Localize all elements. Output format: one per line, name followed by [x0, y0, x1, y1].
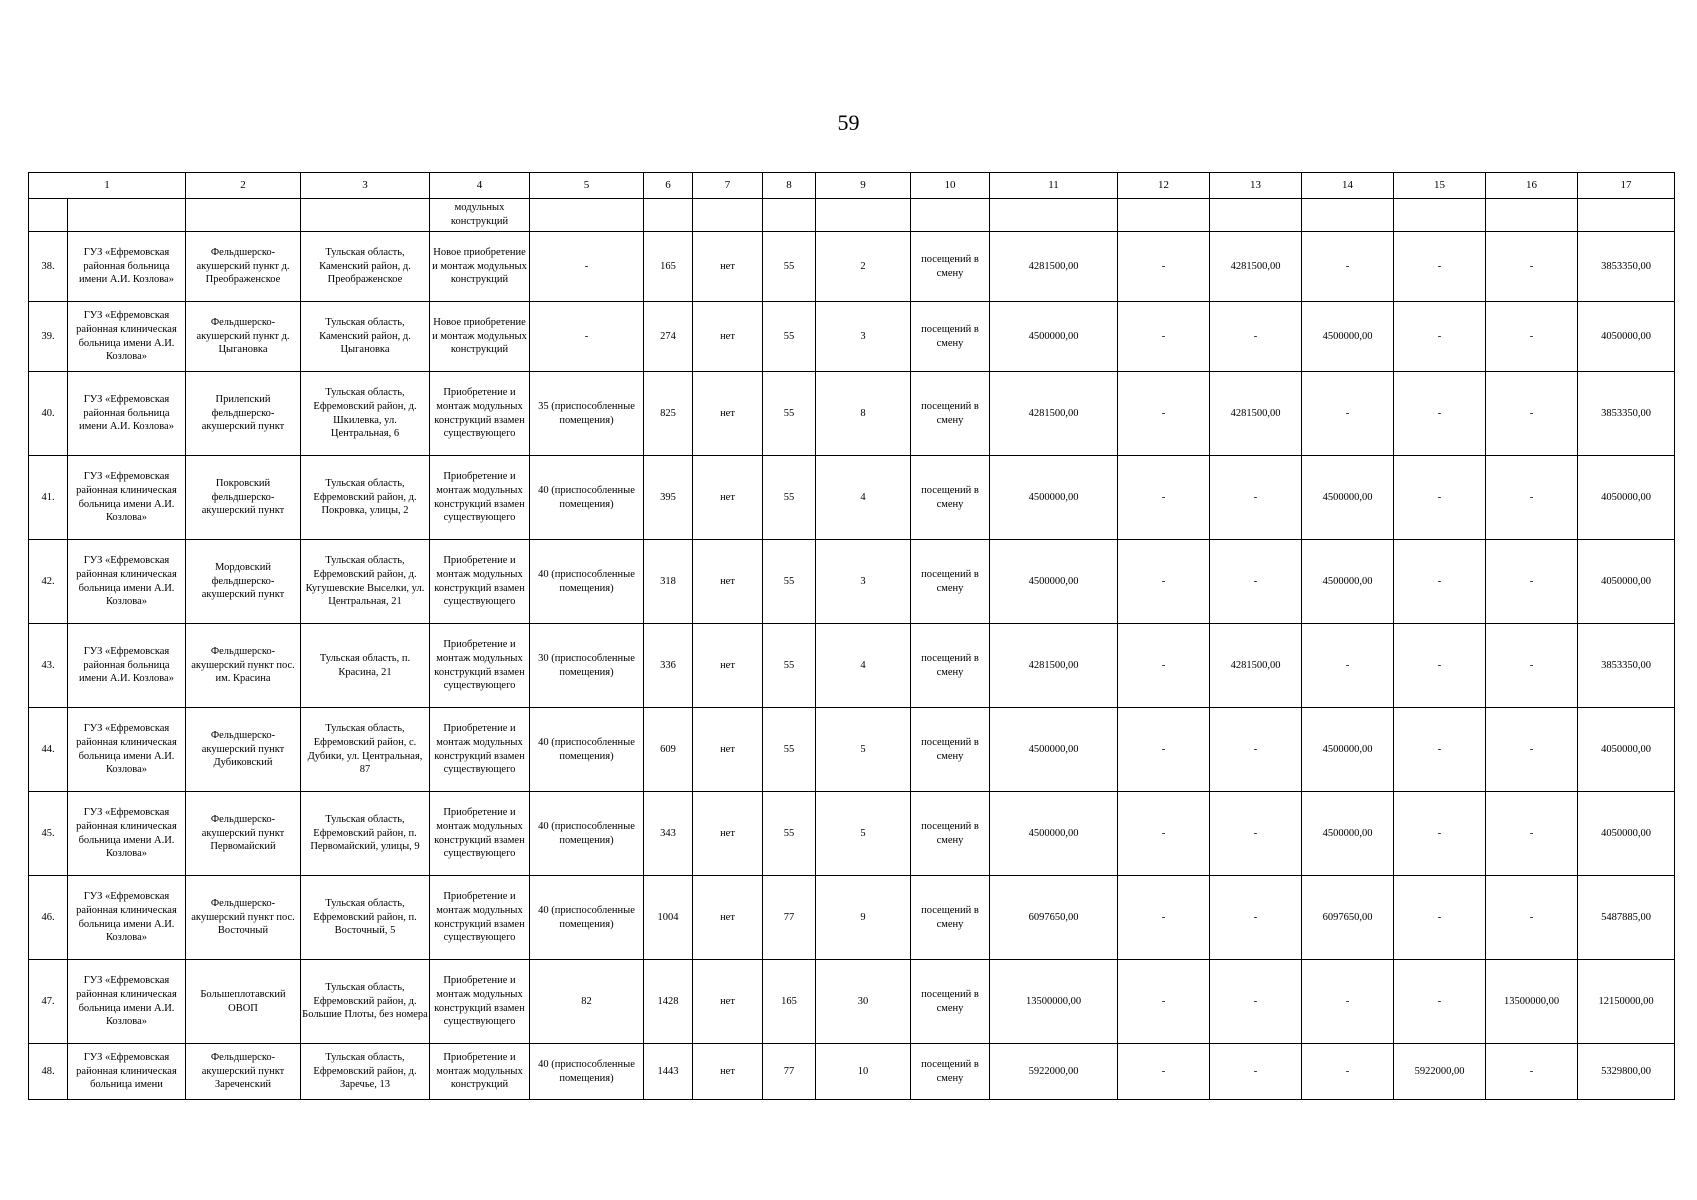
- capacity-cell: 2: [816, 232, 911, 302]
- organization-cell: ГУЗ «Ефремовская районная клиническая больница имени А.И. Козлова»: [68, 792, 186, 876]
- year-cost-cell: 4500000,00: [1302, 708, 1394, 792]
- total-cost-cell: 13500000,00: [990, 960, 1118, 1044]
- year-cost-cell: 4500000,00: [1302, 302, 1394, 372]
- area-cell: 55: [763, 540, 816, 624]
- year-cost-cell: -: [1302, 372, 1394, 456]
- year-cost-cell: -: [1118, 708, 1210, 792]
- reserve-cell: нет: [693, 302, 763, 372]
- organization-cell: ГУЗ «Ефремовская районная больница имени А.И. Козлова»: [68, 372, 186, 456]
- header-cell: 8: [763, 173, 816, 199]
- area-cell: 55: [763, 372, 816, 456]
- year-cost-cell: -: [1486, 372, 1578, 456]
- year-cost-cell: -: [1394, 302, 1486, 372]
- address-cell: Тульская область, Каменский район, д. Преображенское: [301, 232, 430, 302]
- table-row: [29, 1044, 1675, 1100]
- reserve-cell: нет: [693, 792, 763, 876]
- work-type-cell: Приобретение и монтаж модульных конструкций взамен существующего: [430, 792, 530, 876]
- year-cost-cell: -: [1302, 624, 1394, 708]
- reserve-cell: нет: [693, 624, 763, 708]
- reserve-cell: нет: [693, 876, 763, 960]
- total-cost-cell: 4281500,00: [990, 232, 1118, 302]
- header-cell: 2: [186, 173, 301, 199]
- row-number: 45.: [29, 792, 68, 876]
- table-row: [29, 232, 1675, 302]
- organization-cell: ГУЗ «Ефремовская районная больница имени А.И. Козлова»: [68, 624, 186, 708]
- row-number: 46.: [29, 876, 68, 960]
- work-type-cell: Приобретение и монтаж модульных конструкций: [430, 1044, 530, 1100]
- address-cell: Тульская область, Ефремовский район, п. Первомайский, улицы, 9: [301, 792, 430, 876]
- facility-name-cell: Фельдшерско-акушерский пункт пос. Восточный: [186, 876, 301, 960]
- year-cost-cell: -: [1302, 960, 1394, 1044]
- row-number: 43.: [29, 624, 68, 708]
- year-cost-cell: -: [1394, 876, 1486, 960]
- federal-funds-cell: 4050000,00: [1578, 456, 1675, 540]
- row-number: 48.: [29, 1044, 68, 1100]
- row-number: 42.: [29, 540, 68, 624]
- header-cell: 6: [644, 173, 693, 199]
- reserve-cell: нет: [693, 456, 763, 540]
- reserve-cell: нет: [693, 540, 763, 624]
- total-cost-cell: 4281500,00: [990, 624, 1118, 708]
- area-cell: 77: [763, 1044, 816, 1100]
- header-cell: 17: [1578, 173, 1675, 199]
- facilities-table: [28, 172, 1675, 1100]
- work-type-cell: Приобретение и монтаж модульных конструкций взамен существующего: [430, 708, 530, 792]
- facility-name-cell: Фельдшерско-акушерский пункт Дубиковский: [186, 708, 301, 792]
- federal-funds-cell: 5329800,00: [1578, 1044, 1675, 1100]
- capacity-cell: 10: [816, 1044, 911, 1100]
- organization-cell: ГУЗ «Ефремовская районная больница имени А.И. Козлова»: [68, 232, 186, 302]
- organization-cell: ГУЗ «Ефремовская районная клиническая больница имени А.И. Козлова»: [68, 540, 186, 624]
- year-cost-cell: 4281500,00: [1210, 372, 1302, 456]
- address-cell: Тульская область, Ефремовский район, д. Покровка, улицы, 2: [301, 456, 430, 540]
- year-cost-cell: -: [1394, 708, 1486, 792]
- address-cell: Тульская область, Ефремовский район, с. Дубики, ул. Центральная, 87: [301, 708, 430, 792]
- organization-cell: ГУЗ «Ефремовская районная клиническая больница имени А.И. Козлова»: [68, 960, 186, 1044]
- year-cost-cell: -: [1210, 792, 1302, 876]
- reserve-cell: нет: [693, 708, 763, 792]
- federal-funds-cell: 3853350,00: [1578, 372, 1675, 456]
- page-number: 59: [837, 110, 860, 135]
- facility-name-cell: Фельдшерско-акушерский пункт Первомайский: [186, 792, 301, 876]
- year-cost-cell: -: [1302, 1044, 1394, 1100]
- facility-name-cell: Мордовский фельдшерско-акушерский пункт: [186, 540, 301, 624]
- capacity-cell: 4: [816, 456, 911, 540]
- table-row: [29, 792, 1675, 876]
- header-cell: 14: [1302, 173, 1394, 199]
- row-number: 38.: [29, 232, 68, 302]
- area-cell: 55: [763, 456, 816, 540]
- population-cell: 825: [644, 372, 693, 456]
- year-cost-cell: 4500000,00: [1302, 456, 1394, 540]
- table-row: [29, 876, 1675, 960]
- year-cost-cell: -: [1486, 708, 1578, 792]
- reserve-cell: нет: [693, 232, 763, 302]
- year-cost-cell: -: [1394, 232, 1486, 302]
- header-cell: 12: [1118, 173, 1210, 199]
- capacity-unit-cell: посещений в смену: [911, 624, 990, 708]
- continuation-cell: модульных конструкций: [430, 199, 530, 232]
- year-cost-cell: -: [1118, 302, 1210, 372]
- organization-cell: ГУЗ «Ефремовская районная клиническая больница имени А.И. Козлова»: [68, 876, 186, 960]
- header-cell: 4: [430, 173, 530, 199]
- year-cost-cell: -: [1394, 372, 1486, 456]
- row-number: 47.: [29, 960, 68, 1044]
- facility-name-cell: Фельдшерско-акушерский пункт д. Преображенское: [186, 232, 301, 302]
- address-cell: Тульская область, Ефремовский район, п. Восточный, 5: [301, 876, 430, 960]
- facility-name-cell: Прилепский фельдшерско-акушерский пункт: [186, 372, 301, 456]
- capacity-unit-cell: посещений в смену: [911, 792, 990, 876]
- organization-cell: ГУЗ «Ефремовская районная клиническая больница имени: [68, 1044, 186, 1100]
- area-cell: 55: [763, 708, 816, 792]
- capacity-cell: 9: [816, 876, 911, 960]
- organization-cell: ГУЗ «Ефремовская районная клиническая больница имени А.И. Козлова»: [68, 302, 186, 372]
- row-number: 39.: [29, 302, 68, 372]
- work-type-cell: Приобретение и монтаж модульных конструкций взамен существующего: [430, 876, 530, 960]
- capacity-unit-cell: посещений в смену: [911, 372, 990, 456]
- existing-capacity-cell: 40 (приспособленные помещения): [530, 540, 644, 624]
- year-cost-cell: 6097650,00: [1302, 876, 1394, 960]
- area-cell: 165: [763, 960, 816, 1044]
- existing-capacity-cell: 40 (приспособленные помещения): [530, 1044, 644, 1100]
- header-cell: 11: [990, 173, 1118, 199]
- year-cost-cell: -: [1210, 456, 1302, 540]
- capacity-unit-cell: посещений в смену: [911, 708, 990, 792]
- capacity-unit-cell: посещений в смену: [911, 456, 990, 540]
- work-type-cell: Новое приобретение и монтаж модульных конструкций: [430, 232, 530, 302]
- header-cell: 3: [301, 173, 430, 199]
- capacity-unit-cell: посещений в смену: [911, 232, 990, 302]
- table-row: [29, 624, 1675, 708]
- facility-name-cell: Покровский фельдшерско-акушерский пункт: [186, 456, 301, 540]
- population-cell: 318: [644, 540, 693, 624]
- row-number: 40.: [29, 372, 68, 456]
- population-cell: 165: [644, 232, 693, 302]
- population-cell: 1443: [644, 1044, 693, 1100]
- facility-name-cell: Фельдшерско-акушерский пункт д. Цыгановка: [186, 302, 301, 372]
- total-cost-cell: 4500000,00: [990, 708, 1118, 792]
- year-cost-cell: -: [1210, 876, 1302, 960]
- year-cost-cell: -: [1486, 232, 1578, 302]
- year-cost-cell: -: [1486, 540, 1578, 624]
- continuation-row: [29, 199, 1675, 232]
- year-cost-cell: -: [1302, 232, 1394, 302]
- year-cost-cell: -: [1118, 540, 1210, 624]
- area-cell: 55: [763, 792, 816, 876]
- existing-capacity-cell: 40 (приспособленные помещения): [530, 708, 644, 792]
- header-cell: 10: [911, 173, 990, 199]
- population-cell: 395: [644, 456, 693, 540]
- row-number: 44.: [29, 708, 68, 792]
- year-cost-cell: -: [1210, 302, 1302, 372]
- reserve-cell: нет: [693, 960, 763, 1044]
- capacity-unit-cell: посещений в смену: [911, 302, 990, 372]
- table-row: [29, 540, 1675, 624]
- federal-funds-cell: 5487885,00: [1578, 876, 1675, 960]
- existing-capacity-cell: 40 (приспособленные помещения): [530, 876, 644, 960]
- total-cost-cell: 4500000,00: [990, 302, 1118, 372]
- year-cost-cell: -: [1394, 792, 1486, 876]
- year-cost-cell: -: [1486, 876, 1578, 960]
- federal-funds-cell: 3853350,00: [1578, 232, 1675, 302]
- capacity-unit-cell: посещений в смену: [911, 876, 990, 960]
- row-number: 41.: [29, 456, 68, 540]
- address-cell: Тульская область, п. Красина, 21: [301, 624, 430, 708]
- work-type-cell: Приобретение и монтаж модульных конструкций взамен существующего: [430, 540, 530, 624]
- reserve-cell: нет: [693, 1044, 763, 1100]
- year-cost-cell: -: [1486, 302, 1578, 372]
- table-row: [29, 372, 1675, 456]
- existing-capacity-cell: -: [530, 232, 644, 302]
- capacity-cell: 3: [816, 302, 911, 372]
- federal-funds-cell: 4050000,00: [1578, 792, 1675, 876]
- year-cost-cell: -: [1486, 624, 1578, 708]
- federal-funds-cell: 4050000,00: [1578, 540, 1675, 624]
- population-cell: 609: [644, 708, 693, 792]
- federal-funds-cell: 4050000,00: [1578, 302, 1675, 372]
- existing-capacity-cell: 35 (приспособленные помещения): [530, 372, 644, 456]
- area-cell: 55: [763, 302, 816, 372]
- year-cost-cell: -: [1118, 792, 1210, 876]
- header-cell: 7: [693, 173, 763, 199]
- year-cost-cell: -: [1118, 456, 1210, 540]
- year-cost-cell: 4281500,00: [1210, 624, 1302, 708]
- address-cell: Тульская область, Каменский район, д. Цыгановка: [301, 302, 430, 372]
- header-cell: 9: [816, 173, 911, 199]
- population-cell: 336: [644, 624, 693, 708]
- address-cell: Тульская область, Ефремовский район, д. Шкилевка, ул. Центральная, 6: [301, 372, 430, 456]
- year-cost-cell: 4281500,00: [1210, 232, 1302, 302]
- area-cell: 55: [763, 232, 816, 302]
- work-type-cell: Приобретение и монтаж модульных конструкций взамен существующего: [430, 624, 530, 708]
- year-cost-cell: 5922000,00: [1394, 1044, 1486, 1100]
- year-cost-cell: -: [1118, 960, 1210, 1044]
- federal-funds-cell: 12150000,00: [1578, 960, 1675, 1044]
- facility-name-cell: Большеплотавский ОВОП: [186, 960, 301, 1044]
- year-cost-cell: -: [1486, 792, 1578, 876]
- capacity-cell: 3: [816, 540, 911, 624]
- existing-capacity-cell: 82: [530, 960, 644, 1044]
- work-type-cell: Новое приобретение и монтаж модульных конструкций: [430, 302, 530, 372]
- existing-capacity-cell: 40 (приспособленные помещения): [530, 792, 644, 876]
- year-cost-cell: -: [1210, 1044, 1302, 1100]
- header-row: [29, 173, 1675, 199]
- table-row: [29, 456, 1675, 540]
- year-cost-cell: -: [1210, 960, 1302, 1044]
- capacity-cell: 8: [816, 372, 911, 456]
- population-cell: 1004: [644, 876, 693, 960]
- header-cell: 13: [1210, 173, 1302, 199]
- year-cost-cell: -: [1210, 708, 1302, 792]
- header-cell: 16: [1486, 173, 1578, 199]
- year-cost-cell: 13500000,00: [1486, 960, 1578, 1044]
- capacity-cell: 4: [816, 624, 911, 708]
- organization-cell: ГУЗ «Ефремовская районная клиническая больница имени А.И. Козлова»: [68, 456, 186, 540]
- work-type-cell: Приобретение и монтаж модульных конструкций взамен существующего: [430, 372, 530, 456]
- year-cost-cell: -: [1486, 456, 1578, 540]
- address-cell: Тульская область, Ефремовский район, д. Кугушевские Выселки, ул. Центральная, 21: [301, 540, 430, 624]
- population-cell: 343: [644, 792, 693, 876]
- existing-capacity-cell: 40 (приспособленные помещения): [530, 456, 644, 540]
- total-cost-cell: 4500000,00: [990, 540, 1118, 624]
- year-cost-cell: -: [1486, 1044, 1578, 1100]
- year-cost-cell: -: [1394, 540, 1486, 624]
- population-cell: 1428: [644, 960, 693, 1044]
- work-type-cell: Приобретение и монтаж модульных конструкций взамен существующего: [430, 456, 530, 540]
- total-cost-cell: 4500000,00: [990, 456, 1118, 540]
- facility-name-cell: Фельдшерско-акушерский пункт Зареченский: [186, 1044, 301, 1100]
- year-cost-cell: 4500000,00: [1302, 792, 1394, 876]
- year-cost-cell: -: [1118, 232, 1210, 302]
- capacity-unit-cell: посещений в смену: [911, 1044, 990, 1100]
- year-cost-cell: -: [1394, 960, 1486, 1044]
- year-cost-cell: -: [1118, 372, 1210, 456]
- reserve-cell: нет: [693, 372, 763, 456]
- year-cost-cell: -: [1210, 540, 1302, 624]
- year-cost-cell: -: [1394, 456, 1486, 540]
- table-row: [29, 960, 1675, 1044]
- capacity-cell: 5: [816, 708, 911, 792]
- total-cost-cell: 5922000,00: [990, 1044, 1118, 1100]
- organization-cell: ГУЗ «Ефремовская районная клиническая больница имени А.И. Козлова»: [68, 708, 186, 792]
- header-cell: 1: [29, 173, 186, 199]
- total-cost-cell: 4500000,00: [990, 792, 1118, 876]
- work-type-cell: Приобретение и монтаж модульных конструкций взамен существующего: [430, 960, 530, 1044]
- capacity-unit-cell: посещений в смену: [911, 540, 990, 624]
- header-cell: 5: [530, 173, 644, 199]
- capacity-cell: 5: [816, 792, 911, 876]
- table-row: [29, 708, 1675, 792]
- existing-capacity-cell: 30 (приспособленные помещения): [530, 624, 644, 708]
- total-cost-cell: 6097650,00: [990, 876, 1118, 960]
- address-cell: Тульская область, Ефремовский район, д. Заречье, 13: [301, 1044, 430, 1100]
- address-cell: Тульская область, Ефремовский район, д. Большие Плоты, без номера: [301, 960, 430, 1044]
- area-cell: 77: [763, 876, 816, 960]
- facility-name-cell: Фельдшерско-акушерский пункт пос. им. Красина: [186, 624, 301, 708]
- year-cost-cell: 4500000,00: [1302, 540, 1394, 624]
- capacity-cell: 30: [816, 960, 911, 1044]
- capacity-unit-cell: посещений в смену: [911, 960, 990, 1044]
- population-cell: 274: [644, 302, 693, 372]
- year-cost-cell: -: [1118, 624, 1210, 708]
- table-row: [29, 302, 1675, 372]
- year-cost-cell: -: [1394, 624, 1486, 708]
- area-cell: 55: [763, 624, 816, 708]
- header-cell: 15: [1394, 173, 1486, 199]
- total-cost-cell: 4281500,00: [990, 372, 1118, 456]
- federal-funds-cell: 4050000,00: [1578, 708, 1675, 792]
- year-cost-cell: -: [1118, 1044, 1210, 1100]
- existing-capacity-cell: -: [530, 302, 644, 372]
- federal-funds-cell: 3853350,00: [1578, 624, 1675, 708]
- year-cost-cell: -: [1118, 876, 1210, 960]
